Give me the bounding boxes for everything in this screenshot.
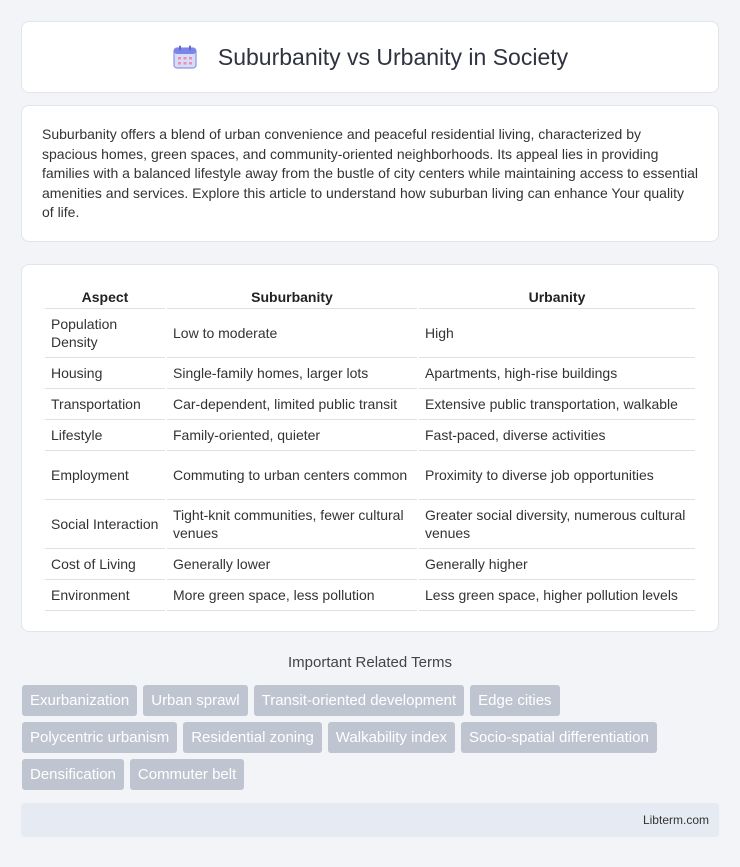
- tag-densification[interactable]: Densification: [22, 759, 124, 790]
- table-cell: Extensive public transportation, walkable: [419, 389, 695, 420]
- tag-edge-cities[interactable]: Edge cities: [470, 685, 559, 716]
- related-terms-list: [22, 685, 722, 796]
- table-cell: More green space, less pollution: [167, 580, 417, 611]
- comparison-table: [43, 285, 697, 611]
- table-cell: Housing: [45, 358, 165, 389]
- table-cell: Fast-paced, diverse activities: [419, 420, 695, 451]
- table-cell: Lifestyle: [45, 420, 165, 451]
- table-cell: Apartments, high-rise buildings: [419, 358, 695, 389]
- table-cell: Transportation: [45, 389, 165, 420]
- table-row: [45, 420, 695, 451]
- table-cell: Commuting to urban centers common: [167, 451, 417, 500]
- intro-text: Suburbanity offers a blend of urban convenience and peaceful residential living, characterized by spacious homes, green spaces, and community-oriented neighborhoods. Its appeal lies in providing families with a balanced lifestyle away from the bustle of city centers while maintaining access to essential amenities and services. Explore this article to understand how suburban living can enhance Your quality of life.: [42, 126, 698, 220]
- table-cell: Population Density: [45, 309, 165, 358]
- table-cell: Less green space, higher pollution levels: [419, 580, 695, 611]
- table-cell: Social Interaction: [45, 500, 165, 549]
- table-cell: High: [419, 309, 695, 358]
- tag-exurbanization[interactable]: Exurbanization: [22, 685, 137, 716]
- table-cell: Greater social diversity, numerous cultural venues: [419, 500, 695, 549]
- tag-urban-sprawl[interactable]: Urban sprawl: [143, 685, 247, 716]
- header-urbanity: Urbanity: [419, 285, 695, 309]
- page-title: Suburbanity vs Urbanity in Society: [217, 43, 569, 70]
- table-cell: Car-dependent, limited public transit: [167, 389, 417, 420]
- tag-transit-oriented-development[interactable]: Transit-oriented development: [254, 685, 465, 716]
- calendar-icon: [172, 44, 198, 70]
- related-terms-heading: Important Related Terms: [288, 654, 452, 671]
- tag-residential-zoning[interactable]: Residential zoning: [183, 722, 322, 753]
- table-row: [45, 549, 695, 580]
- table-cell: Cost of Living: [45, 549, 165, 580]
- footer-site-link[interactable]: Libterm.com: [642, 813, 709, 827]
- table-cell: Employment: [45, 451, 165, 500]
- table-row: [45, 358, 695, 389]
- tag-commuter-belt[interactable]: Commuter belt: [130, 759, 244, 790]
- table-row: [45, 500, 695, 549]
- table-cell: Low to moderate: [167, 309, 417, 358]
- table-cell: Generally higher: [419, 549, 695, 580]
- footer: [21, 803, 719, 837]
- table-cell: Proximity to diverse job opportunities: [419, 451, 695, 500]
- table-row: [45, 451, 695, 500]
- table-cell: Generally lower: [167, 549, 417, 580]
- tag-polycentric-urbanism[interactable]: Polycentric urbanism: [22, 722, 177, 753]
- header-aspect: Aspect: [45, 285, 165, 309]
- tag-walkability-index[interactable]: Walkability index: [328, 722, 455, 753]
- intro-card: [21, 105, 719, 242]
- table-cell: Environment: [45, 580, 165, 611]
- table-row: [45, 389, 695, 420]
- table-row: [45, 580, 695, 611]
- tag-socio-spatial-differentiation[interactable]: Socio-spatial differentiation: [461, 722, 657, 753]
- header-suburbanity: Suburbanity: [167, 285, 417, 309]
- title-card: [21, 21, 719, 93]
- table-cell: Family-oriented, quieter: [167, 420, 417, 451]
- table-cell: Tight-knit communities, fewer cultural venues: [167, 500, 417, 549]
- comparison-card: [21, 264, 719, 632]
- table-cell: Single-family homes, larger lots: [167, 358, 417, 389]
- table-row: [45, 309, 695, 358]
